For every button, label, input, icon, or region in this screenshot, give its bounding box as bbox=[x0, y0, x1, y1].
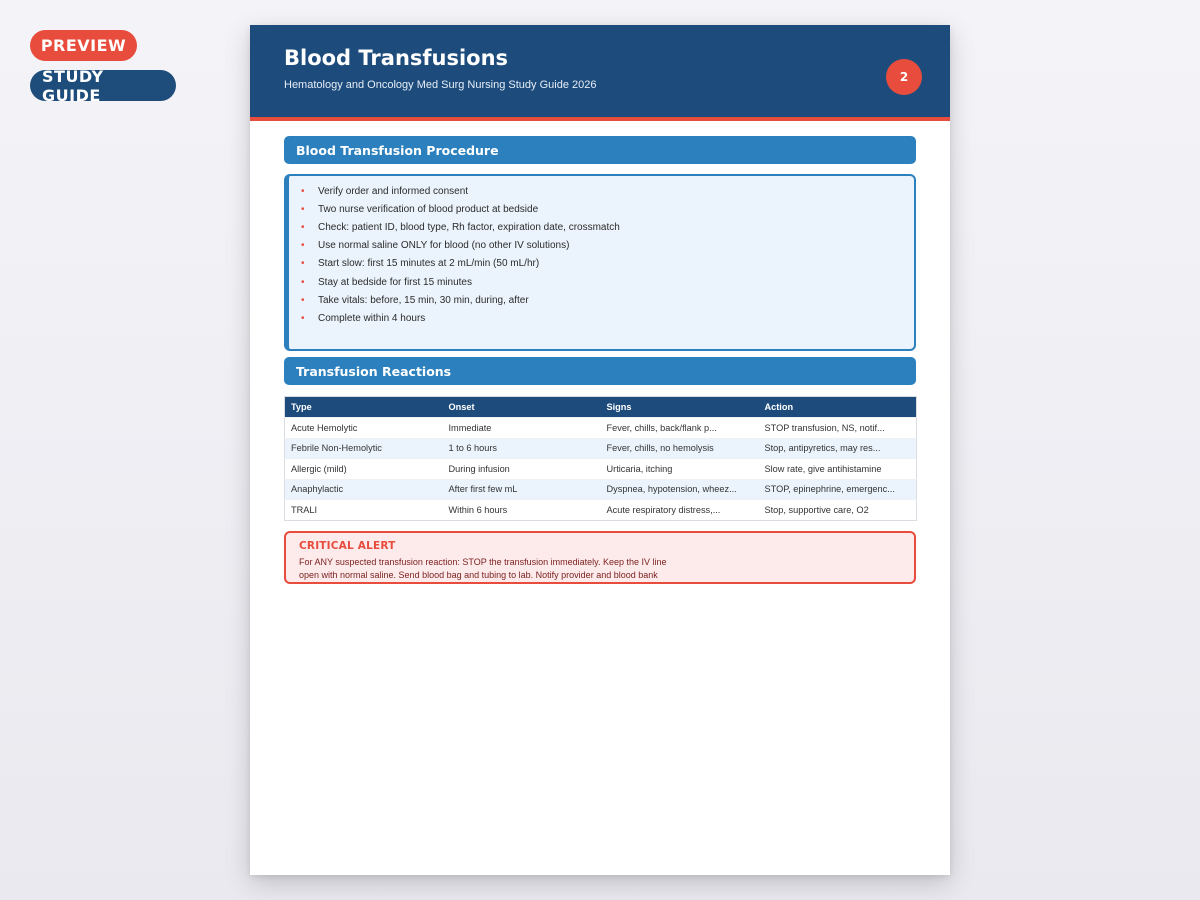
procedure-item-text: Verify order and informed consent bbox=[318, 185, 469, 197]
page-subtitle: Hematology and Oncology Med Surg Nursing Study Guide 2026 bbox=[284, 79, 597, 91]
table-row bbox=[285, 418, 917, 439]
table-cell: STOP, epinephrine, emergenc... bbox=[759, 479, 917, 500]
table-cell: During infusion bbox=[443, 459, 601, 480]
procedure-list-item bbox=[301, 200, 914, 218]
procedure-item-text: Use normal saline ONLY for blood (no other IV solutions) bbox=[318, 240, 570, 252]
procedure-item-text: Start slow: first 15 minutes at 2 mL/min (50 mL/hr) bbox=[318, 258, 540, 270]
table-cell: 1 to 6 hours bbox=[443, 438, 601, 459]
column-header: Type bbox=[285, 397, 443, 418]
table-row bbox=[285, 438, 917, 459]
column-header: Action bbox=[759, 397, 917, 418]
bullet-icon: • bbox=[301, 258, 305, 270]
table-cell: Within 6 hours bbox=[443, 500, 601, 521]
table-cell: Stop, antipyretics, may res... bbox=[759, 438, 917, 459]
table-cell: STOP transfusion, NS, notif... bbox=[759, 418, 917, 439]
bullet-icon: • bbox=[301, 294, 305, 306]
bullet-icon: • bbox=[301, 185, 305, 197]
procedure-list-item bbox=[301, 309, 914, 327]
table-row bbox=[285, 500, 917, 521]
alert-title: CRITICAL ALERT bbox=[299, 539, 396, 552]
table-cell: Acute respiratory distress,... bbox=[601, 500, 759, 521]
page-title: Blood Transfusions bbox=[284, 46, 509, 70]
page-content bbox=[250, 121, 950, 584]
table-header-row bbox=[285, 397, 917, 418]
procedure-list-item bbox=[301, 218, 914, 236]
procedure-heading: Blood Transfusion Procedure bbox=[284, 136, 916, 164]
procedure-list-item bbox=[301, 237, 914, 255]
bullet-icon: • bbox=[301, 203, 305, 215]
procedure-item-text: Stay at bedside for first 15 minutes bbox=[318, 276, 472, 288]
reactions-heading: Transfusion Reactions bbox=[284, 357, 916, 385]
procedure-item-text: Two nurse verification of blood product at bedside bbox=[318, 203, 539, 215]
table-cell: Fever, chills, back/flank p... bbox=[601, 418, 759, 439]
column-header: Signs bbox=[601, 397, 759, 418]
bullet-icon: • bbox=[301, 312, 305, 324]
table-cell: Stop, supportive care, O2 bbox=[759, 500, 917, 521]
table-cell: Acute Hemolytic bbox=[285, 418, 443, 439]
table-cell: Fever, chills, no hemolysis bbox=[601, 438, 759, 459]
document-page bbox=[250, 25, 950, 875]
procedure-list-item bbox=[301, 291, 914, 309]
critical-alert-box bbox=[284, 531, 916, 584]
table-cell: Immediate bbox=[443, 418, 601, 439]
procedure-list-item bbox=[301, 182, 914, 200]
procedure-list bbox=[301, 182, 914, 328]
table-cell: Urticaria, itching bbox=[601, 459, 759, 480]
bullet-icon: • bbox=[301, 240, 305, 252]
study-guide-badge: STUDY GUIDE bbox=[30, 70, 176, 101]
procedure-item-text: Complete within 4 hours bbox=[318, 312, 426, 324]
procedure-list-item bbox=[301, 255, 914, 273]
table-cell: Allergic (mild) bbox=[285, 459, 443, 480]
table-cell: After first few mL bbox=[443, 479, 601, 500]
bullet-icon: • bbox=[301, 221, 305, 233]
reactions-table bbox=[284, 396, 917, 521]
procedure-box bbox=[284, 174, 916, 351]
table-cell: Anaphylactic bbox=[285, 479, 443, 500]
bullet-icon: • bbox=[301, 276, 305, 288]
preview-badge: PREVIEW bbox=[30, 30, 137, 61]
table-row bbox=[285, 459, 917, 480]
table-cell: Dyspnea, hypotension, wheez... bbox=[601, 479, 759, 500]
procedure-item-text: Check: patient ID, blood type, Rh factor, expiration date, crossmatch bbox=[318, 221, 620, 233]
column-header: Onset bbox=[443, 397, 601, 418]
procedure-item-text: Take vitals: before, 15 min, 30 min, during, after bbox=[318, 294, 529, 306]
page-header bbox=[250, 25, 950, 121]
table-row bbox=[285, 479, 917, 500]
alert-text: For ANY suspected transfusion reaction: STOP the transfusion immediately. Keep the IV line open with normal saline. Send blood bag and tubing to lab. Notify provider and blood bank bbox=[299, 556, 667, 580]
table-cell: TRALI bbox=[285, 500, 443, 521]
table-cell: Febrile Non-Hemolytic bbox=[285, 438, 443, 459]
table-cell: Slow rate, give antihistamine bbox=[759, 459, 917, 480]
page-number-badge: 2 bbox=[886, 59, 922, 95]
procedure-list-item bbox=[301, 273, 914, 291]
